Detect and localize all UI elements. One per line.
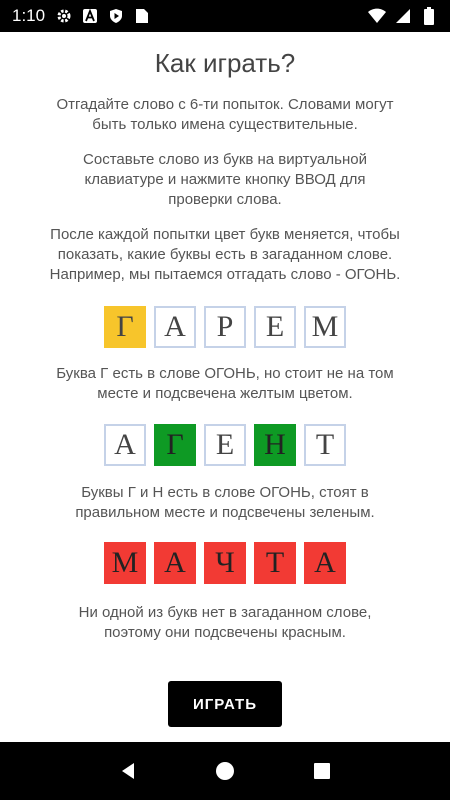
letter-tile: Т [254,542,296,584]
example-row-3 [0,542,450,584]
letter-tile: Р [204,306,246,348]
status-bar [0,0,450,32]
letter-tile: Н [254,424,296,466]
letter-tile: А [104,424,146,466]
letter-tile: Е [204,424,246,466]
letter-tile: А [154,306,196,348]
recents-icon[interactable] [306,755,338,787]
how-to-play-screen [0,32,450,727]
example-caption-3: Ни одной из букв нет в загаданном слове, поэтому они подсвечены красным. [78,604,372,641]
example-caption-1: Буква Г есть в слове ОГОНЬ, но стоит не на том месте и подсвечена желтым цветом. [56,365,394,402]
battery-icon [420,7,438,25]
back-icon[interactable] [112,755,144,787]
letter-tile: Ч [204,542,246,584]
letter-tile: М [104,542,146,584]
page-title: Как играть? [154,48,296,78]
signal-icon [394,7,412,25]
play-shield-icon [107,7,125,25]
wifi-icon [368,7,386,25]
notification-icons [55,7,151,25]
rules-paragraph-2: Составьте слово из букв на виртуальной клавиатуре и нажмите кнопку ВВОД для проверки слова. [83,151,367,208]
play-button[interactable]: ИГРАТЬ [168,681,282,727]
a-letter-icon [81,7,99,25]
letter-tile: Т [304,424,346,466]
letter-tile: А [304,542,346,584]
letter-tile: М [304,306,346,348]
example-row-1 [0,306,450,348]
rules-paragraph-3: После каждой попытки цвет букв меняется, чтобы показать, какие буквы есть в загаданном слове. Например, мы пытаемся отгадать слово - ОГОНЬ. [49,226,401,283]
letter-tile: Г [154,424,196,466]
letter-tile: Е [254,306,296,348]
sim-card-icon [133,7,151,25]
letter-tile: Г [104,306,146,348]
status-time: 1:10 [12,6,46,25]
example-caption-2: Буквы Г и Н есть в слове ОГОНЬ, стоят в правильном месте и подсвечены зеленым. [75,484,375,521]
letter-tile: А [154,542,196,584]
home-icon[interactable] [209,755,241,787]
navigation-bar [0,742,450,800]
gear-icon [55,7,73,25]
system-icons [368,7,438,25]
example-row-2 [0,424,450,466]
rules-paragraph-1: Отгадайте слово с 6-ти попыток. Словами могут быть только имена существительные. [56,96,394,133]
